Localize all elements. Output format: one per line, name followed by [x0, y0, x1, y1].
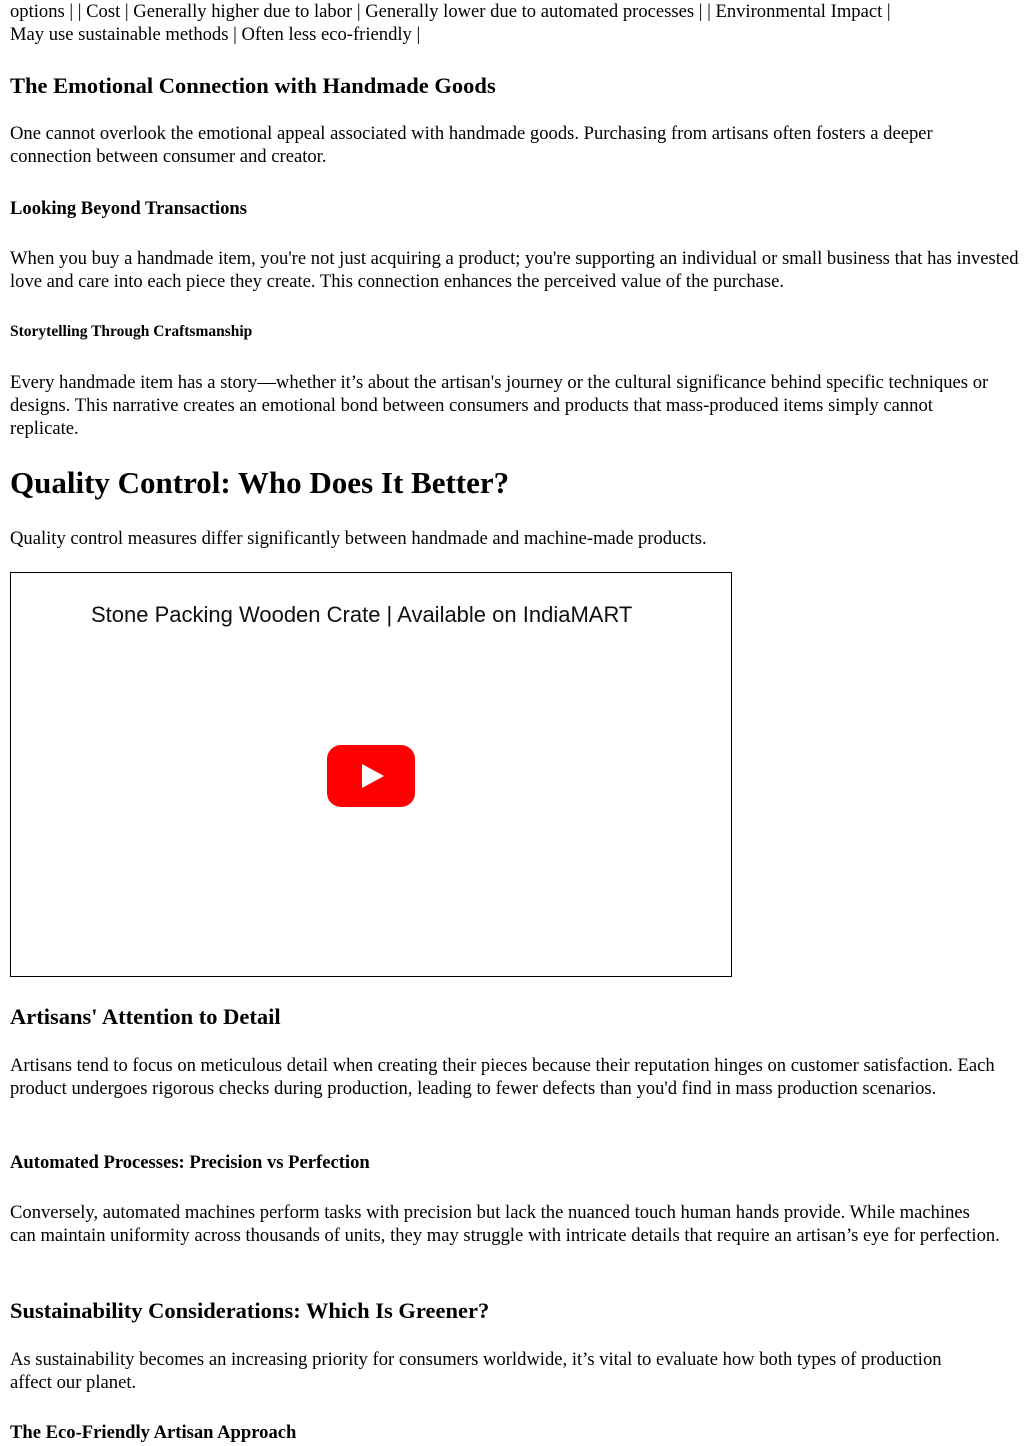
youtube-play-icon: [327, 745, 415, 807]
paragraph-quality-control: Quality control measures differ significantly between handmade and machine-made products.: [10, 528, 707, 549]
heading-artisans-detail: Artisans' Attention to Detail: [10, 1004, 281, 1029]
paragraph-emotional-connection: One cannot overlook the emotional appeal associated with handmade goods. Purchasing from artisans often fosters a deeper connection between consumer and creator.: [10, 123, 933, 167]
heading-emotional-connection: The Emotional Connection with Handmade Goods: [10, 73, 496, 98]
paragraph-artisans-detail: Artisans tend to focus on meticulous detail when creating their pieces because their reputation hinges on customer satisfaction. Each product undergoes rigorous checks during production, leading to fewer defects than you'd find in mass production scenarios.: [10, 1055, 995, 1099]
heading-storytelling: Storytelling Through Craftsmanship: [10, 323, 253, 340]
heading-automated-processes: Automated Processes: Precision vs Perfection: [10, 1152, 370, 1173]
video-title[interactable]: Stone Packing Wooden Crate | Available on IndiaMART: [91, 602, 633, 627]
video-embed[interactable]: [10, 572, 732, 977]
heading-sustainability: Sustainability Considerations: Which Is Greener?: [10, 1298, 490, 1323]
paragraph-automated-processes: Conversely, automated machines perform tasks with precision but lack the nuanced touch human hands provide. While machines can maintain uniformity across thousands of units, they may struggle with intricate details that require an artisan’s eye for perfection.: [10, 1202, 1000, 1246]
heading-looking-beyond: Looking Beyond Transactions: [10, 198, 247, 219]
table-fragment: [10, 0, 1020, 46]
table-fragment-line-1: options | | Cost | Generally higher due to labor | Generally lower due to automated processes | | Environmental Impact |: [10, 1, 891, 22]
paragraph-sustainability: As sustainability becomes an increasing priority for consumers worldwide, it’s vital to evaluate how both types of production affect our planet.: [10, 1349, 942, 1393]
paragraph-storytelling: Every handmade item has a story—whether it’s about the artisan's journey or the cultural significance behind specific techniques or designs. This narrative creates an emotional bond between consumers and products that mass-produced items simply cannot replicate.: [10, 372, 989, 439]
heading-quality-control: Quality Control: Who Does It Better?: [10, 465, 510, 500]
heading-eco-friendly-artisan: The Eco-Friendly Artisan Approach: [10, 1422, 297, 1443]
paragraph-looking-beyond: When you buy a handmade item, you're not just acquiring a product; you're supporting an individual or small business that has invested love and care into each piece they create. This connection enhances the perceived value of the purchase.: [10, 248, 1019, 292]
table-fragment-line-2: May use sustainable methods | Often less eco-friendly |: [10, 24, 421, 45]
play-button[interactable]: [327, 745, 415, 807]
